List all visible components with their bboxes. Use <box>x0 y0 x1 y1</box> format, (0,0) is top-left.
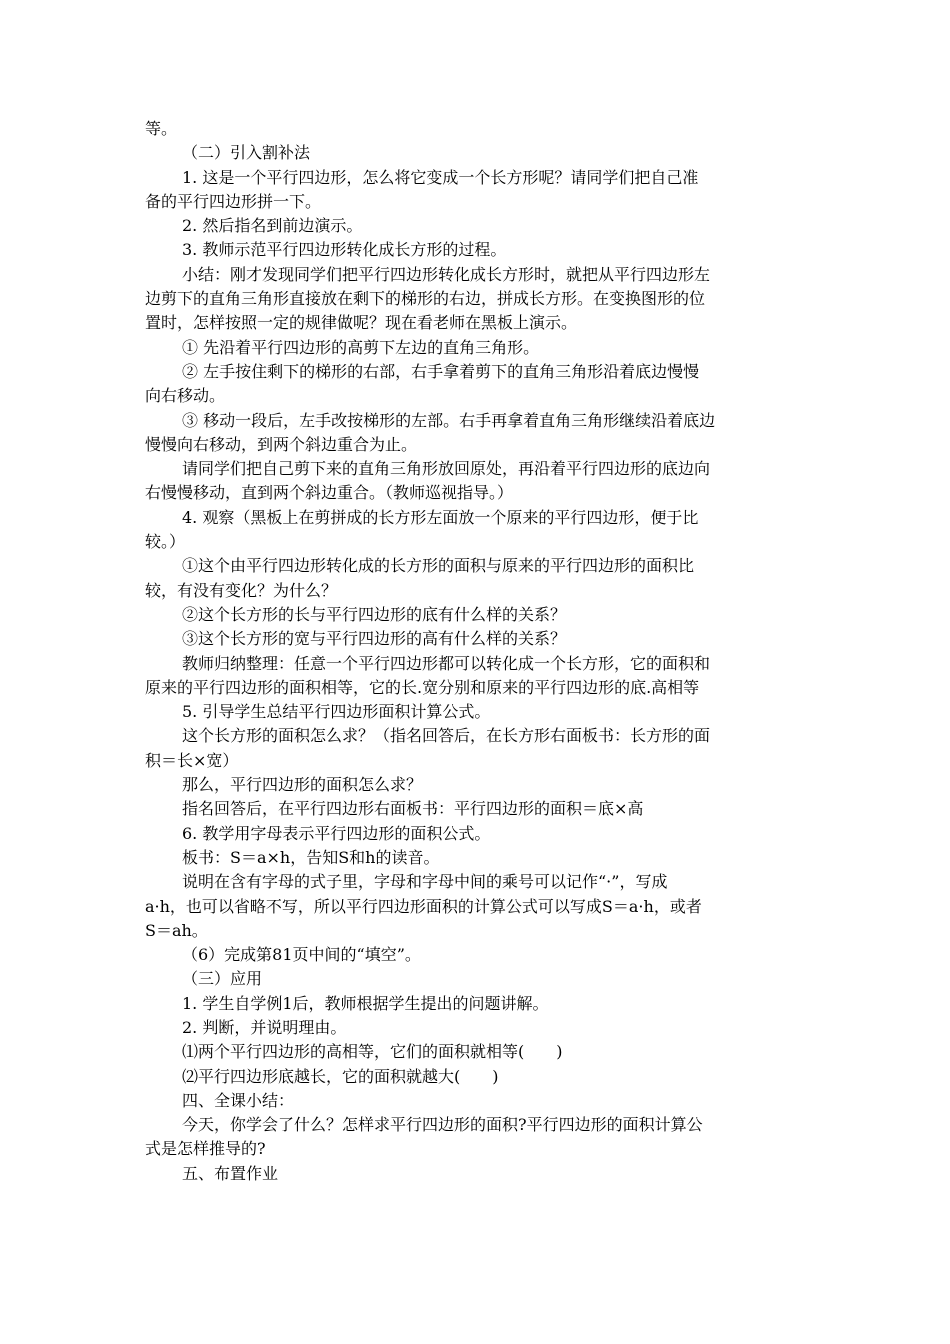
text-line: （6）完成第81页中间的“填空”。 <box>182 945 421 965</box>
text-line: ⑴两个平行四边形的高相等，它们的面积就相等( ) <box>182 1042 563 1062</box>
text-line: ①这个由平行四边形转化成的长方形的面积与原来的平行四边形的面积比 <box>182 556 695 576</box>
text-line: 1. 学生自学例1后，教师根据学生提出的问题讲解。 <box>182 993 549 1013</box>
text-line: S＝ah。 <box>145 920 208 940</box>
text-line: 向右移动。 <box>145 386 226 406</box>
text-line: 较。） <box>145 532 186 552</box>
text-line: 3. 教师示范平行四边形转化成长方形的过程。 <box>182 240 507 260</box>
document-page <box>145 117 813 1186</box>
text-line: ① 先沿着平行四边形的高剪下左边的直角三角形。 <box>182 337 540 357</box>
text-line: 原来的平行四边形的面积相等，它的长.宽分别和原来的平行四边形的底.高相等 <box>145 677 700 697</box>
text-line: ⑵平行四边形底越长，它的面积就越大( ) <box>182 1066 499 1086</box>
text-line: 置时，怎样按照一定的规律做呢？现在看老师在黑板上演示。 <box>145 313 578 333</box>
text-line: （二）引入割补法 <box>182 143 311 163</box>
text-line: 1. 这是一个平行四边形，怎么将它变成一个长方形呢？请同学们把自己准 <box>182 167 699 187</box>
text-line: 慢慢向右移动，到两个斜边重合为止。 <box>145 434 418 454</box>
text-line: 教师归纳整理：任意一个平行四边形都可以转化成一个长方形，它的面积和 <box>182 653 711 673</box>
text-line: a·h，也可以省略不写，所以平行四边形面积的计算公式可以写成S＝a·h，或者 <box>145 896 702 916</box>
text-line: 请同学们把自己剪下来的直角三角形放回原处，再沿着平行四边形的底边向 <box>182 459 711 479</box>
text-line: 四、全课小结： <box>182 1090 295 1110</box>
text-line: 五、布置作业 <box>182 1163 279 1183</box>
text-line: ③ 移动一段后，左手改按梯形的左部。右手再拿着直角三角形继续沿着底边 <box>182 410 716 430</box>
text-line: 2. 然后指名到前边演示。 <box>182 216 363 236</box>
text-line: ② 左手按住剩下的梯形的右部，右手拿着剪下的直角三角形沿着底边慢慢 <box>182 361 700 381</box>
text-line: ②这个长方形的长与平行四边形的底有什么样的关系？ <box>182 604 567 624</box>
text-line: 今天，你学会了什么？怎样求平行四边形的面积?平行四边形的面积计算公 <box>182 1115 703 1135</box>
text-line: 小结：刚才发现同学们把平行四边形转化成长方形时，就把从平行四边形左 <box>182 264 711 284</box>
text-line: 4. 观察（黑板上在剪拼成的长方形左面放一个原来的平行四边形，便于比 <box>182 507 699 527</box>
text-line: 备的平行四边形拼一下。 <box>145 191 322 211</box>
text-line: 等。 <box>145 119 178 138</box>
text-line: 板书：S＝a×h，告知S和h的读音。 <box>182 847 440 867</box>
text-line: 较，有没有变化？为什么？ <box>145 580 338 600</box>
text-line: （三）应用 <box>182 969 263 989</box>
text-line: 式是怎样推导的? <box>145 1139 266 1159</box>
text-line: 5. 引导学生总结平行四边形面积计算公式。 <box>182 702 491 722</box>
text-line: 6. 教学用字母表示平行四边形的面积公式。 <box>182 823 491 843</box>
text-line: 2. 判断，并说明理由。 <box>182 1017 347 1037</box>
text-line: 说明在含有字母的式子里，字母和字母中间的乘号可以记作“·”，写成 <box>182 872 668 892</box>
text-line: 那么，平行四边形的面积怎么求？ <box>182 775 423 795</box>
text-line: ③这个长方形的宽与平行四边形的高有什么样的关系？ <box>182 629 567 649</box>
text-line: 这个长方形的面积怎么求？（指名回答后，在长方形右面板书：长方形的面 <box>182 726 711 746</box>
text-line: 指名回答后，在平行四边形右面板书：平行四边形的面积＝底×高 <box>182 799 644 819</box>
text-line: 边剪下的直角三角形直接放在剩下的梯形的右边，拼成长方形。在变换图形的位 <box>145 289 706 309</box>
text-line: 右慢慢移动，直到两个斜边重合。（教师巡视指导。） <box>145 483 514 503</box>
text-line: 积＝长×宽） <box>145 750 239 770</box>
